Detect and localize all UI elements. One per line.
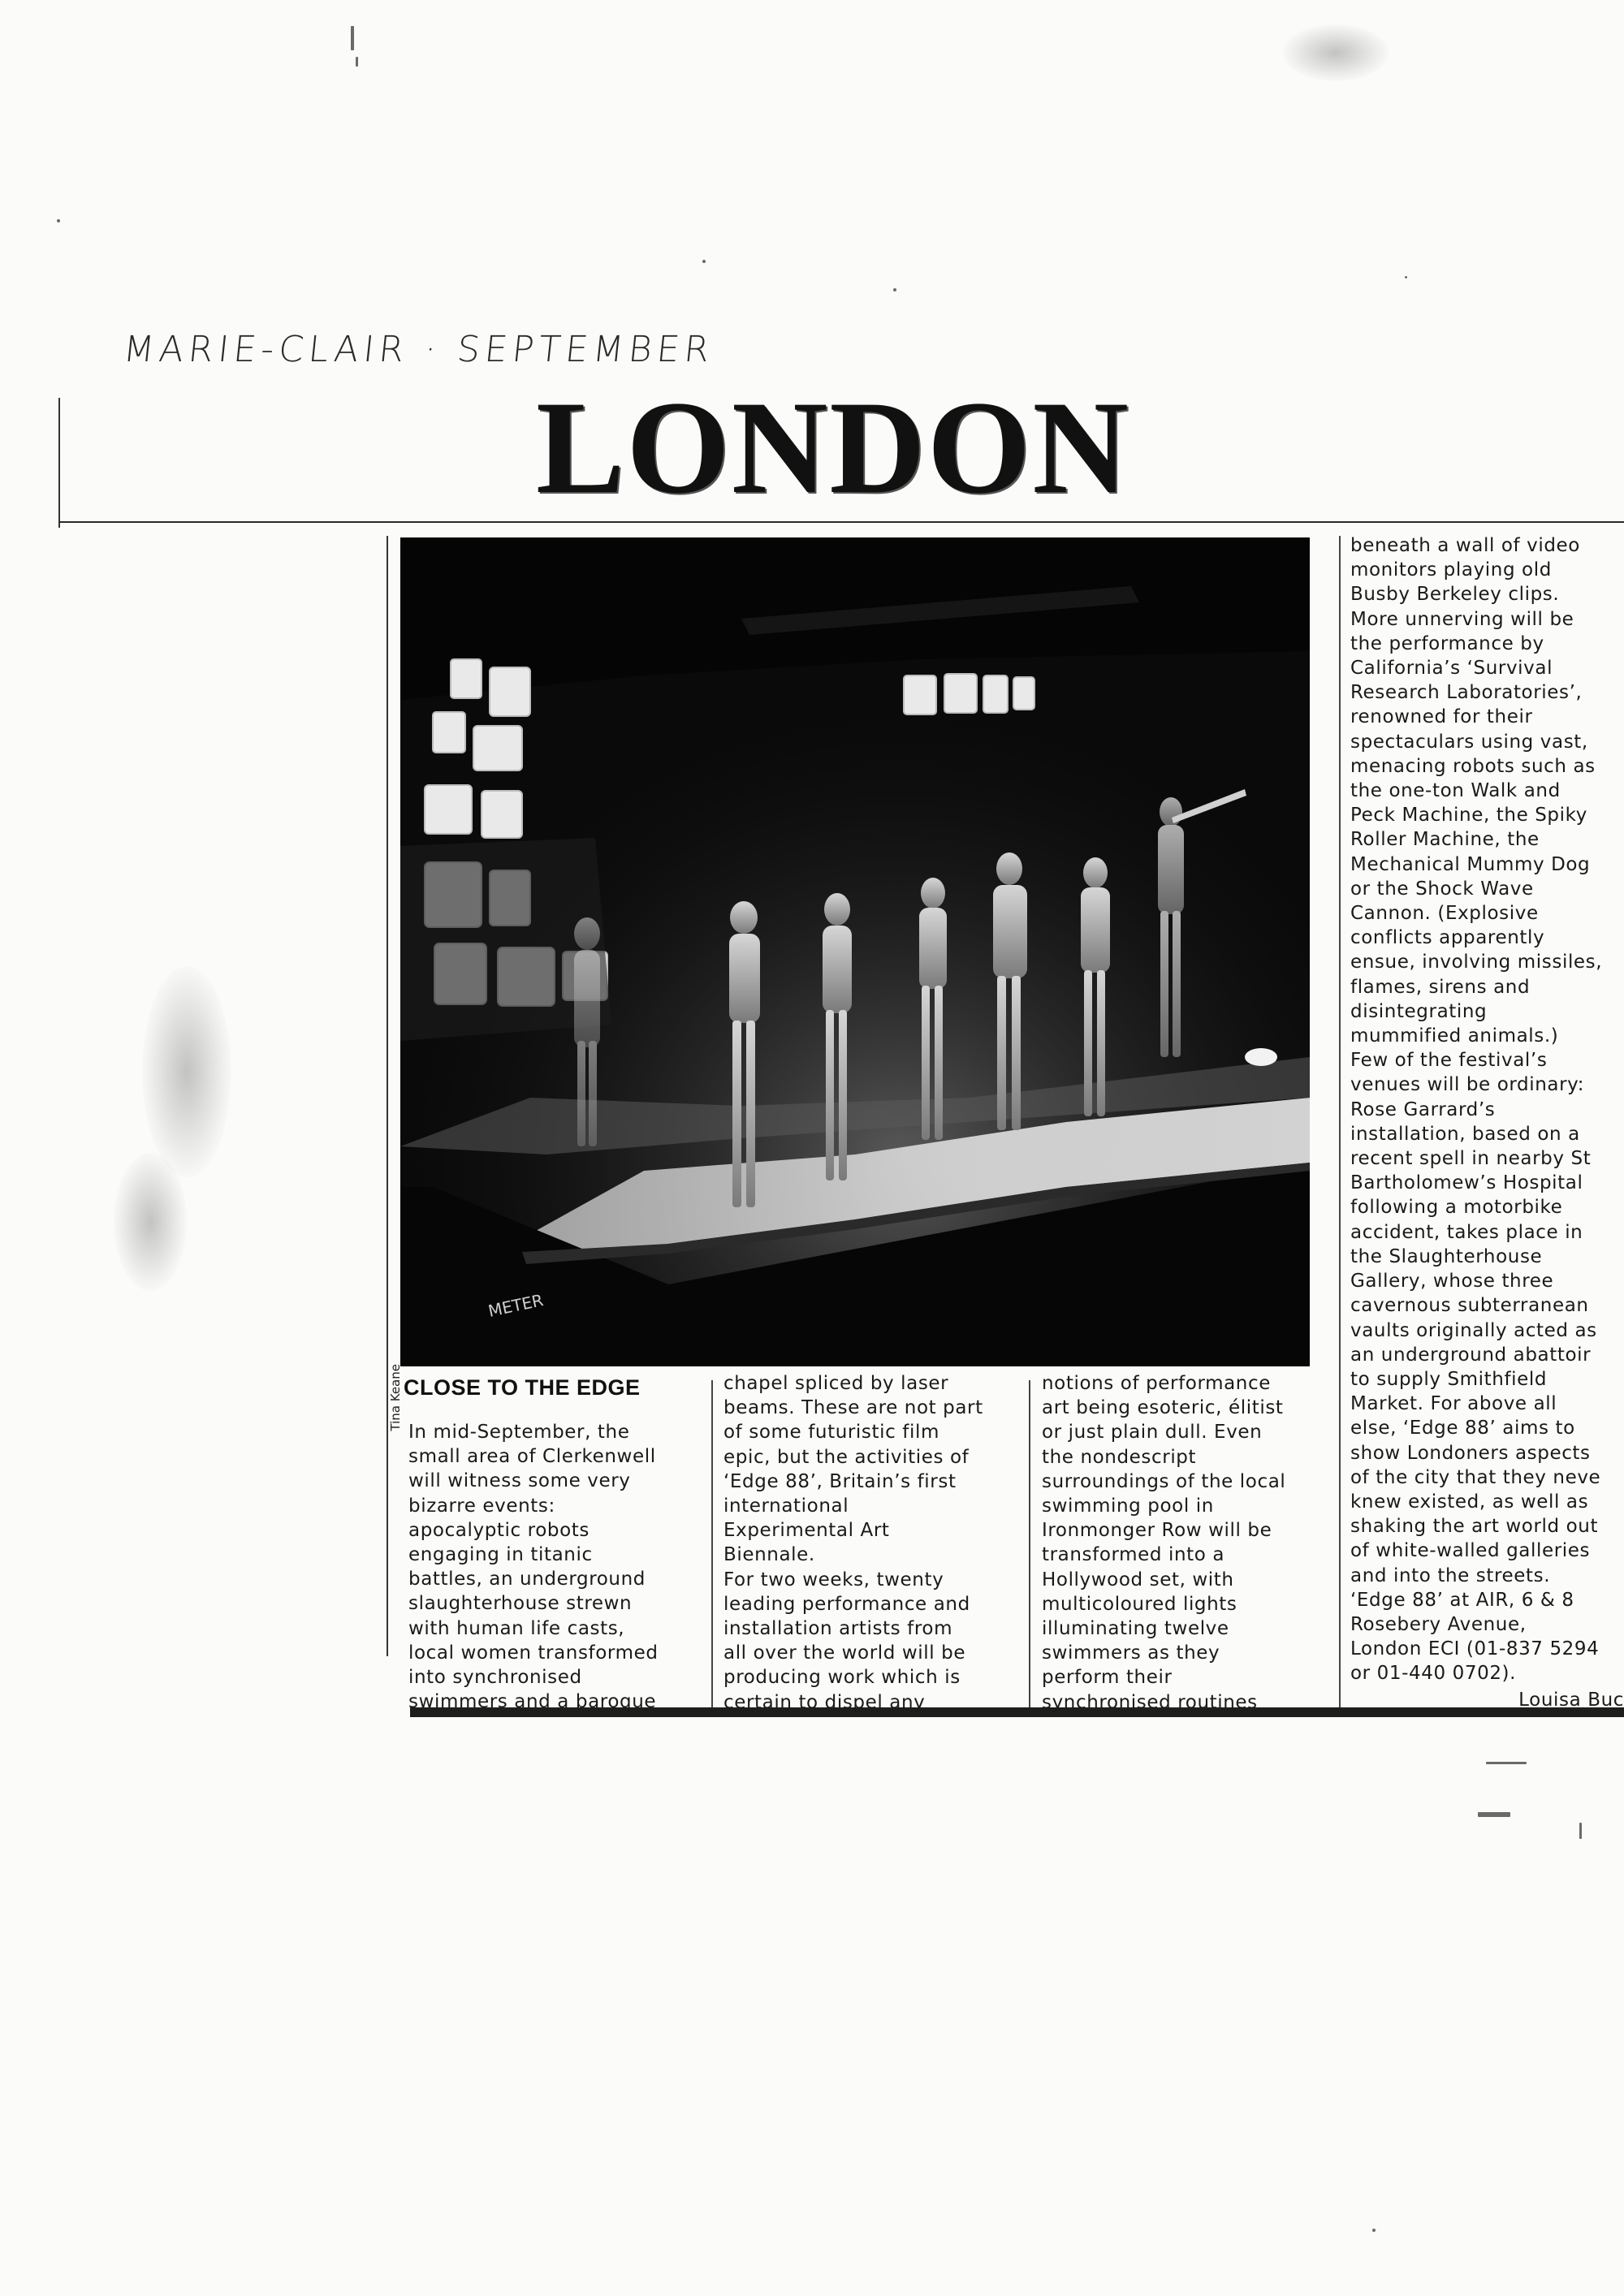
- article-left-rule: [387, 536, 388, 1656]
- article-text-line: the one-ton Walk and: [1350, 780, 1561, 802]
- article-text-line: Bartholomew’s Hospital: [1350, 1172, 1583, 1194]
- article-text-line: Mechanical Mummy Dog: [1350, 853, 1591, 875]
- article-text-line: or just plain dull. Even: [1042, 1422, 1263, 1444]
- article-text-line: Few of the festival’s: [1350, 1050, 1548, 1072]
- scan-smudge: [1283, 24, 1389, 81]
- article-text-line: synchronised routines: [1042, 1691, 1258, 1713]
- article-text-line: or the Shock Wave: [1350, 878, 1534, 900]
- article-text-line: else, ‘Edge 88’ aims to: [1350, 1418, 1575, 1439]
- article-text-line: multicoloured lights: [1042, 1593, 1237, 1615]
- article-text-line: installation, based on a: [1350, 1123, 1580, 1145]
- article-text-line: battles, an underground: [408, 1569, 646, 1590]
- article-text-line: the Slaughterhouse: [1350, 1245, 1543, 1267]
- article-text-line: Biennale.: [723, 1544, 815, 1566]
- article-text-line: producing work which is: [723, 1667, 961, 1689]
- scan-speck: [1486, 1762, 1527, 1764]
- scan-speck: [356, 57, 358, 67]
- performance-photo: [400, 537, 1310, 1366]
- article-text-line: swimming pool in: [1042, 1495, 1214, 1517]
- byline: Louisa Buc: [1518, 1689, 1624, 1711]
- article-text-line: monitors playing old: [1350, 559, 1552, 581]
- article-text-line: of white-walled galleries: [1350, 1540, 1591, 1562]
- article-text-line: Ironmonger Row will be: [1042, 1520, 1272, 1542]
- article-column-4: [1350, 533, 1624, 1712]
- article-heading: CLOSE TO THE EDGE: [404, 1375, 641, 1400]
- article-text-line: Peck Machine, the Spiky: [1350, 805, 1587, 826]
- article-text-line: disintegrating: [1350, 1000, 1488, 1022]
- photo-credit: Tina Keane: [388, 1364, 403, 1431]
- article-text-line: Roller Machine, the: [1350, 829, 1540, 851]
- article-text-line: flames, sirens and: [1350, 976, 1531, 998]
- handwritten-annotation: MARIE-CLAIR · SEPTEMBER: [121, 329, 716, 370]
- scan-speck: [351, 26, 354, 50]
- article-text-line: knew existed, as well as: [1350, 1491, 1589, 1513]
- article-text-line: surroundings of the local: [1042, 1470, 1286, 1492]
- article-text-line: ‘Edge 88’ at AIR, 6 & 8: [1350, 1589, 1574, 1611]
- article-text-line: For two weeks, twenty: [723, 1569, 944, 1590]
- scan-speck: [702, 260, 706, 263]
- scan-speck: [893, 288, 896, 291]
- article-text-line: an underground abattoir: [1350, 1344, 1592, 1366]
- page-headline: LONDON: [536, 374, 1130, 521]
- scan-smudge: [142, 966, 231, 1177]
- left-margin-rule: [58, 398, 60, 528]
- article-text-line: following a motorbike: [1350, 1197, 1563, 1219]
- article-text-line: Gallery, whose three: [1350, 1271, 1554, 1293]
- article-text-line: apocalyptic robots: [408, 1519, 590, 1541]
- article-text-line: international: [723, 1495, 849, 1517]
- top-rule: [58, 521, 1624, 523]
- article-text-line: certain to dispel any: [723, 1691, 926, 1713]
- article-text-line: vaults originally acted as: [1350, 1319, 1597, 1341]
- article-text-line: into synchronised: [408, 1667, 582, 1689]
- article-column-3: [1042, 1371, 1334, 1715]
- article-text-line: menacing robots such as: [1350, 755, 1596, 777]
- article-text-line: installation artists from: [723, 1618, 953, 1640]
- scan-speck: [57, 219, 60, 222]
- article-text-line: Rose Garrard’s: [1350, 1098, 1496, 1120]
- article-text-line: Market. For above all: [1350, 1393, 1557, 1415]
- article-text-line: to supply Smithfield: [1350, 1368, 1548, 1390]
- article-text-line: beneath a wall of video: [1350, 535, 1580, 556]
- article-text-line: California’s ‘Survival: [1350, 658, 1553, 680]
- article-text-line: venues will be ordinary:: [1350, 1074, 1585, 1096]
- article-text-line: Rosebery Avenue,: [1350, 1613, 1527, 1635]
- article-text-line: In mid-September, the: [408, 1422, 630, 1443]
- article-text-line: shaking the art world out: [1350, 1516, 1599, 1538]
- column-rule: [1339, 536, 1341, 1713]
- article-text-line: beams. These are not part: [723, 1397, 983, 1419]
- article-text-line: ‘Edge 88’, Britain’s first: [723, 1470, 957, 1492]
- floor-marking-text: METER: [486, 1290, 546, 1321]
- article-text-line: accident, takes place in: [1350, 1221, 1583, 1243]
- article-text-line: transformed into a: [1042, 1544, 1225, 1566]
- scan-speck: [1372, 2229, 1376, 2232]
- article-column-2: [723, 1371, 1016, 1715]
- article-text-line: notions of performance: [1042, 1373, 1271, 1394]
- article-text-line: conflicts apparently: [1350, 927, 1545, 949]
- article-text-line: local women transformed: [408, 1642, 659, 1664]
- article-text-line: of the city that they neve: [1350, 1466, 1601, 1488]
- article-text-line: London ECI (01-837 5294: [1350, 1638, 1600, 1660]
- article-text-line: or 01-440 0702).: [1350, 1663, 1517, 1685]
- article-text-line: bizarre events:: [408, 1495, 555, 1517]
- article-text-line: epic, but the activities of: [723, 1446, 970, 1468]
- column-rule: [711, 1380, 713, 1713]
- article-text-line: Busby Berkeley clips.: [1350, 584, 1560, 606]
- article-text-line: illuminating twelve: [1042, 1618, 1229, 1640]
- article-text-line: renowned for their: [1350, 706, 1533, 728]
- scan-smudge: [114, 1153, 187, 1291]
- article-text-line: of some futuristic film: [723, 1422, 939, 1444]
- scan-speck: [1579, 1823, 1582, 1839]
- article-text-line: leading performance and: [723, 1593, 970, 1615]
- scan-speck: [1478, 1812, 1510, 1817]
- article-text-line: chapel spliced by laser: [723, 1373, 949, 1394]
- article-text-line: art being esoteric, élitist: [1042, 1397, 1284, 1419]
- article-text-line: show Londoners aspects: [1350, 1442, 1591, 1464]
- article-text-line: mummified animals.): [1350, 1025, 1559, 1047]
- article-text-line: Experimental Art: [723, 1520, 890, 1542]
- article-text-line: the nondescript: [1042, 1446, 1197, 1468]
- article-text-line: Cannon. (Explosive: [1350, 903, 1539, 925]
- article-text-line: swimmers as they: [1042, 1642, 1220, 1664]
- article-text-line: recent spell in nearby St: [1350, 1148, 1592, 1170]
- article-text-line: small area of Clerkenwell: [408, 1446, 656, 1468]
- article-text-line: and into the streets.: [1350, 1564, 1551, 1586]
- article-text-line: ensue, involving missiles,: [1350, 952, 1603, 973]
- article-text-line: will witness some very: [408, 1470, 631, 1492]
- column-rule: [1029, 1380, 1030, 1713]
- article-text-line: Research Laboratories’,: [1350, 682, 1583, 704]
- article-text-line: cavernous subterranean: [1350, 1295, 1589, 1317]
- article-text-line: swimmers and a baroque: [408, 1691, 657, 1713]
- article-text-line: perform their: [1042, 1667, 1173, 1689]
- article-text-line: More unnerving will be: [1350, 608, 1574, 630]
- article-text-line: all over the world will be: [723, 1642, 966, 1664]
- article-text-line: the performance by: [1350, 632, 1544, 654]
- article-text-line: spectaculars using vast,: [1350, 731, 1588, 753]
- article-text-line: slaughterhouse strewn: [408, 1593, 633, 1615]
- article-column-1: [408, 1420, 701, 1714]
- article-text-line: engaging in titanic: [408, 1544, 593, 1566]
- article-text-line: with human life casts,: [408, 1617, 625, 1639]
- article-text-line: Hollywood set, with: [1042, 1569, 1234, 1590]
- scan-speck: [1405, 276, 1407, 278]
